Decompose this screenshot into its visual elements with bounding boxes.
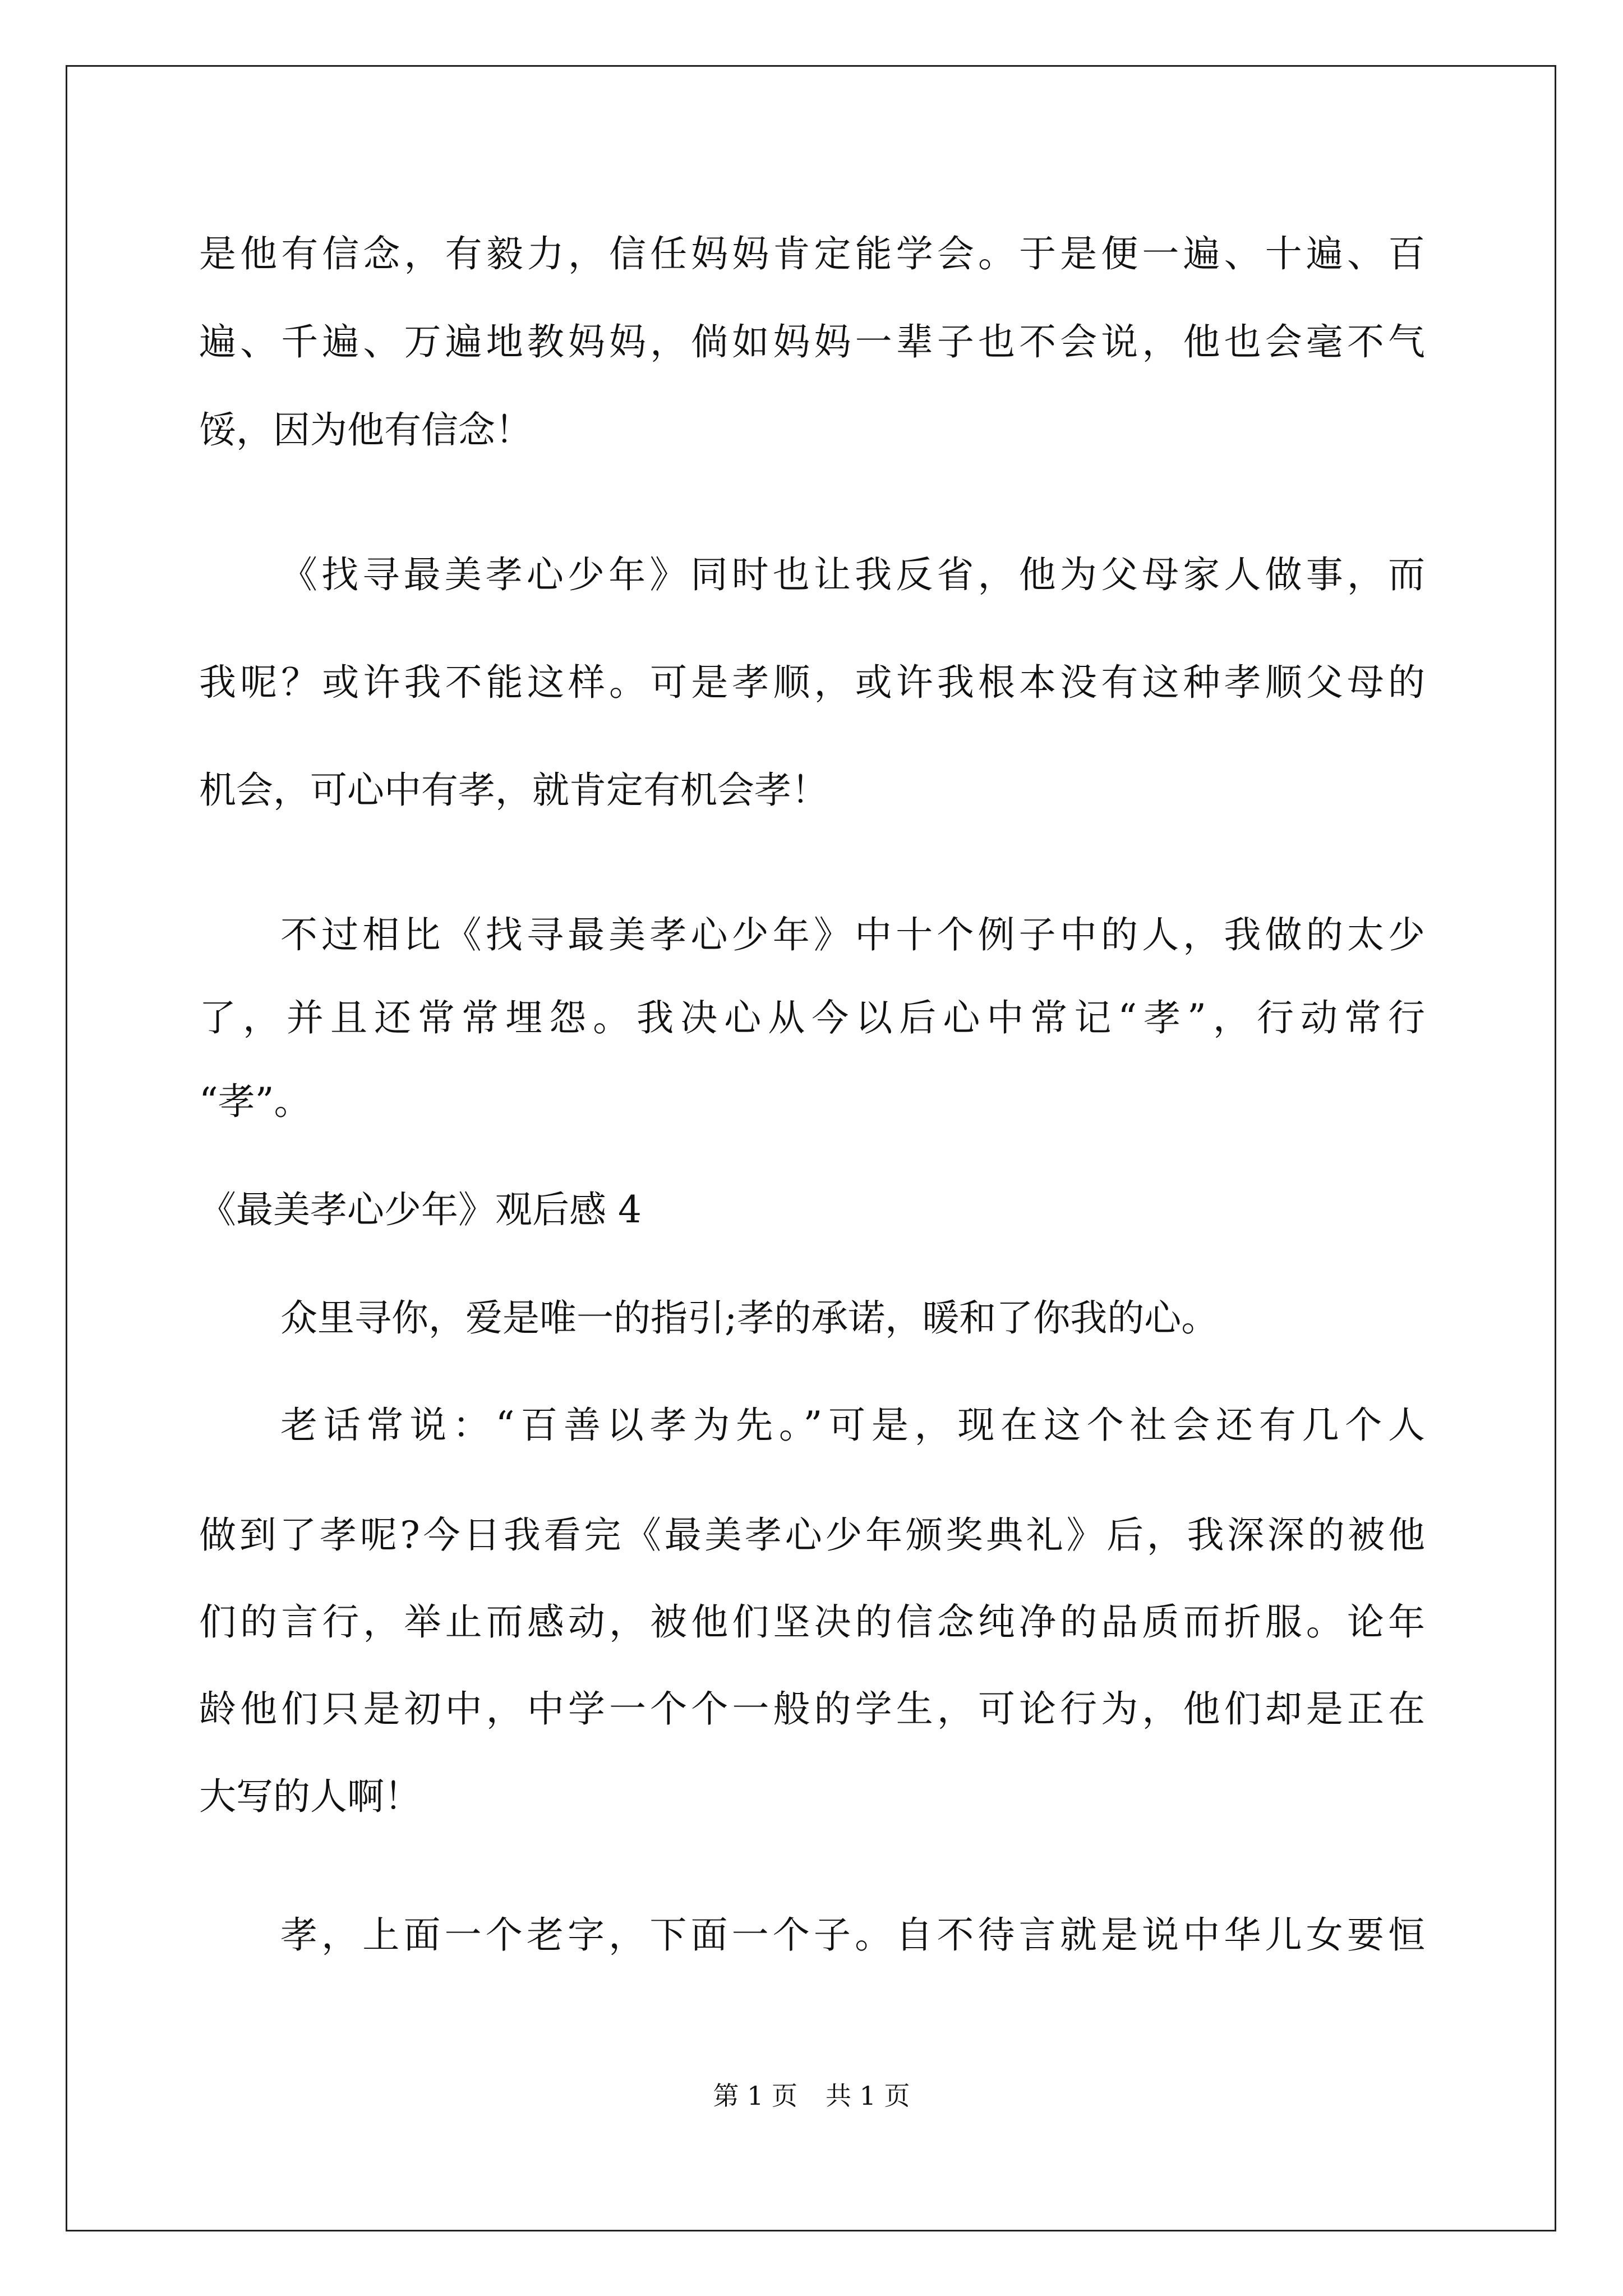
- paragraph-line: 大写的人啊！: [199, 1775, 421, 1818]
- paragraph-line: 机会，可心中有孝，就肯定有机会孝！: [199, 769, 828, 812]
- paragraph-line: 孝，上面一个老字，下面一个子。自不待言就是说中华儿女要恒: [280, 1913, 1425, 1957]
- page-frame: [66, 65, 1556, 2231]
- paragraph-line: 们的言行，举止而感动，被他们坚决的信念纯净的品质而折服。论年: [199, 1600, 1425, 1644]
- page-number: 第 1 页: [713, 2081, 797, 2111]
- section-heading: 《最美孝心少年》观后感 4: [199, 1188, 642, 1231]
- paragraph-line: 做到了孝呢?今日我看完《最美孝心少年颁奖典礼》后，我深深的被他: [199, 1513, 1425, 1557]
- paragraph-line: 遍、千遍、万遍地教妈妈，倘如妈妈一辈子也不会说，他也会毫不气: [199, 320, 1425, 364]
- page-footer: [0, 2080, 1623, 2111]
- paragraph-line: “孝”。: [199, 1080, 311, 1123]
- paragraph-line: 龄他们只是初中，中学一个个一般的学生，可论行为，他们却是正在: [199, 1687, 1425, 1731]
- paragraph-line: 了，并且还常常埋怨。我决心从今以后心中常记“孝”，行动常行: [199, 996, 1425, 1039]
- paragraph-line: 老话常说：“百善以孝为先。”可是，现在这个社会还有几个人: [280, 1404, 1425, 1447]
- paragraph-line: 《找寻最美孝心少年》同时也让我反省，他为父母家人做事，而: [280, 553, 1425, 596]
- paragraph-line: 众里寻你，爱是唯一的指引;孝的承诺，暖和了你我的心。: [280, 1296, 1219, 1340]
- paragraph-line: 我呢？或许我不能这样。可是孝顺，或许我根本没有这种孝顺父母的: [199, 661, 1425, 704]
- paragraph-line: 馁，因为他有信念！: [199, 408, 532, 452]
- paragraph-line: 不过相比《找寻最美孝心少年》中十个例子中的人，我做的太少: [280, 913, 1425, 956]
- page-total: 共 1 页: [826, 2081, 910, 2111]
- paragraph-line: 是他有信念，有毅力，信任妈妈肯定能学会。于是便一遍、十遍、百: [199, 232, 1425, 275]
